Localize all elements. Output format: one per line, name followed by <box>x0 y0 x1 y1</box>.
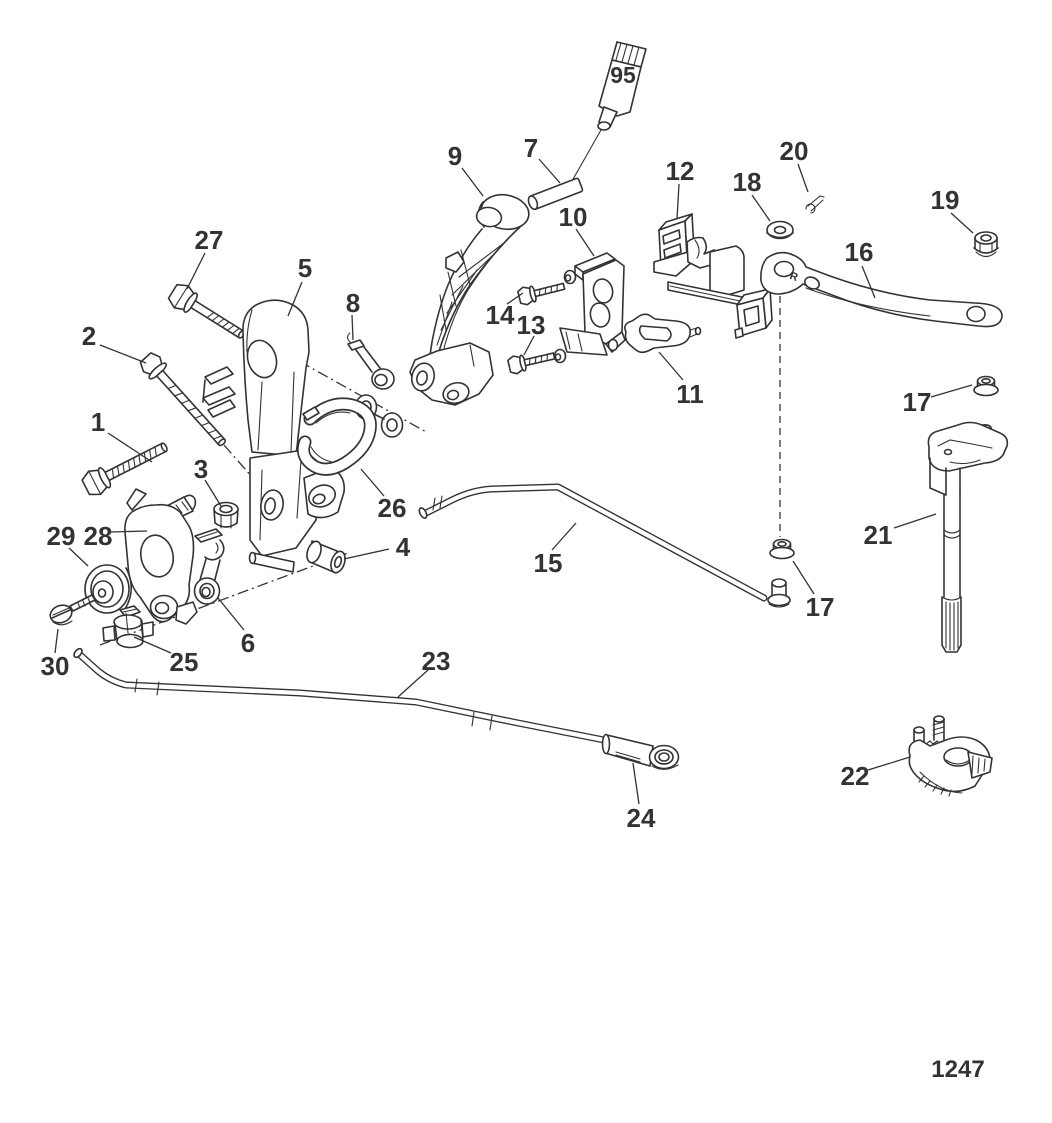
part-5-bracket-drawing <box>203 300 344 572</box>
callout-24: 24 <box>626 803 656 833</box>
part-20-cotter-pin-drawing <box>806 196 824 213</box>
callout-26: 26 <box>377 493 407 523</box>
part-15-link-rod-drawing <box>418 487 790 607</box>
callout-4: 4 <box>395 532 411 562</box>
part-27-bolt-drawing <box>166 280 250 346</box>
callout-6: 6 <box>240 628 256 658</box>
callout-20: 20 <box>779 136 809 166</box>
part-17-flange-nut-right-drawing <box>974 377 998 396</box>
callout-1: 1 <box>90 407 106 437</box>
part-23-cable-rod-drawing <box>72 647 604 740</box>
callout-22: 22 <box>840 761 870 791</box>
part-8-link-drawing <box>348 333 395 389</box>
arm-r-marking: R <box>788 270 800 284</box>
part-14-screw-drawing <box>517 278 566 307</box>
part-14-washer-drawing <box>565 271 576 284</box>
part-24-cable-end-drawing <box>603 735 679 770</box>
part-19-locknut-drawing <box>974 232 998 257</box>
part-13-screw-drawing <box>507 347 556 375</box>
callout-25: 25 <box>169 647 199 677</box>
callout-14: 14 <box>485 300 515 330</box>
callout-5: 5 <box>297 253 313 283</box>
part-22-cam-drawing <box>909 716 992 796</box>
callout-17-right: 17 <box>902 387 932 417</box>
part-3-nut-drawing <box>214 503 238 529</box>
callout-10: 10 <box>558 202 588 232</box>
callout-13: 13 <box>516 310 546 340</box>
callout-15: 15 <box>533 548 563 578</box>
callout-7: 7 <box>523 133 539 163</box>
part-12-shift-bracket-drawing <box>654 214 772 338</box>
callout-2: 2 <box>81 321 97 351</box>
callout-19: 19 <box>930 185 960 215</box>
part-18-washer-drawing <box>767 222 793 239</box>
callout-27: 27 <box>194 225 224 255</box>
callout-8: 8 <box>345 288 361 318</box>
callout-21: 21 <box>863 520 893 550</box>
callout-16: 16 <box>844 237 874 267</box>
callout-11: 11 <box>676 379 704 409</box>
part-9-lever-drawing <box>409 191 532 406</box>
part-26-clamp-drawing <box>303 395 403 469</box>
callout-18: 18 <box>732 167 762 197</box>
part-4-bushing-drawing <box>304 540 347 575</box>
callout-3: 3 <box>193 454 209 484</box>
part-6-link-drawing <box>195 529 224 604</box>
callout-23: 23 <box>421 646 451 676</box>
part-21-shaft-drawing <box>928 423 1007 653</box>
lubricant-label: 95 <box>610 62 636 88</box>
part-28-lever-drawing <box>125 489 198 624</box>
callout-12: 12 <box>665 156 695 186</box>
figure-number: 1247 <box>931 1056 985 1083</box>
leader-lines <box>55 159 973 804</box>
part-17-flange-nut-mid-drawing <box>770 540 794 559</box>
callout-29: 29 <box>46 521 76 551</box>
part-10-bracket-drawing <box>560 253 625 355</box>
part-16-arm-drawing <box>761 253 1002 327</box>
part-11-follower-drawing <box>625 314 701 352</box>
part-29-roller-drawing <box>85 565 131 613</box>
part-13-washer-drawing <box>555 350 566 363</box>
callout-17-mid: 17 <box>805 592 835 622</box>
callout-30: 30 <box>40 651 70 681</box>
callout-28: 28 <box>83 521 113 551</box>
part-30-screw-drawing <box>48 595 95 626</box>
callout-9: 9 <box>447 141 463 171</box>
